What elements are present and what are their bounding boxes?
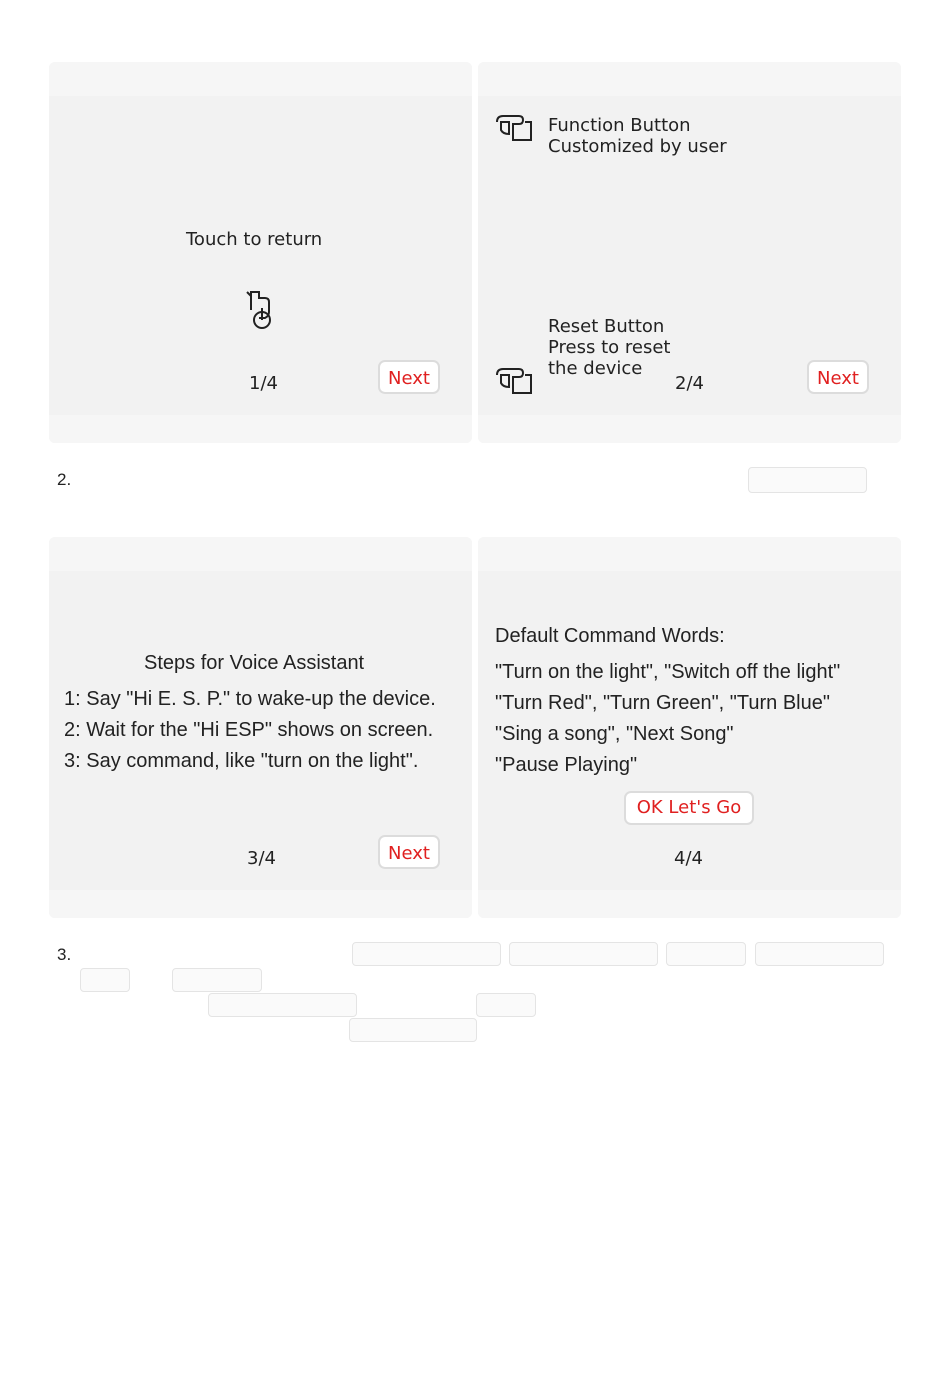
voice-step-line: 3: Say command, like "turn on the light". [64,750,419,772]
voice-assistant-title: Steps for Voice Assistant [144,652,365,674]
touch-hand-icon [245,290,275,330]
panel-top-band [478,62,901,96]
command-word-line: "Turn Red", "Turn Green", "Turn Blue" [495,692,830,714]
reset-button-title: Reset Button [548,316,665,337]
pager-label: 1/4 [249,373,278,394]
placeholder-field [476,993,536,1017]
next-button[interactable]: Next [378,360,440,394]
function-button-title: Function Button [548,115,691,136]
placeholder-field [172,968,262,992]
panel-top-band [49,537,472,571]
step-number: 3. [57,945,72,964]
placeholder-field [666,942,746,966]
placeholder-field [349,1018,477,1042]
function-button-description: Customized by user [548,136,727,157]
onboarding-panel-4 [478,537,901,918]
placeholder-field [755,942,884,966]
pointing-hand-icon [495,365,535,395]
placeholder-field [748,467,867,493]
step-number: 2. [57,470,72,489]
placeholder-field [352,942,501,966]
panel-bottom-band [49,415,472,443]
pointing-hand-icon [495,112,535,142]
ok-lets-go-button[interactable]: OK Let's Go [624,791,754,825]
placeholder-field [80,968,130,992]
panel-bottom-band [478,890,901,918]
onboarding-panel-1 [49,62,472,443]
command-word-line: "Sing a song", "Next Song" [495,723,734,745]
pager-label: 2/4 [675,373,704,394]
reset-button-description-2: the device [548,358,643,379]
command-words-title: Default Command Words: [495,625,725,647]
onboarding-panel-2 [478,62,901,443]
command-word-line: "Pause Playing" [495,754,638,776]
next-button[interactable]: Next [378,835,440,869]
reset-button-description: Press to reset [548,337,671,358]
panel-top-band [49,62,472,96]
voice-step-line: 2: Wait for the "Hi ESP" shows on screen. [64,719,434,741]
placeholder-field [208,993,357,1017]
pager-label: 4/4 [674,848,703,869]
touch-to-return-label: Touch to return [186,229,323,250]
onboarding-panel-3 [49,537,472,918]
panel-bottom-band [49,890,472,918]
voice-step-line: 1: Say "Hi E. S. P." to wake-up the device. [64,688,436,710]
command-word-line: "Turn on the light", "Switch off the light" [495,661,841,683]
placeholder-field [509,942,658,966]
pager-label: 3/4 [247,848,276,869]
next-button[interactable]: Next [807,360,869,394]
panel-top-band [478,537,901,571]
panel-bottom-band [478,415,901,443]
